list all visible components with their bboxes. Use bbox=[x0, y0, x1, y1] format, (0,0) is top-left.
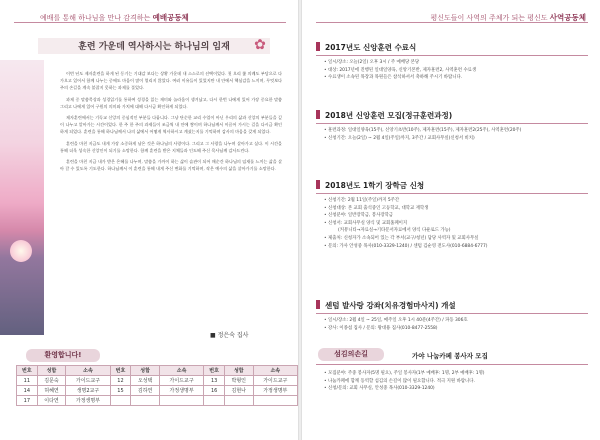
column-header: 번호 bbox=[110, 366, 131, 376]
section-rule bbox=[316, 193, 588, 194]
service-heading: 섬김의손길 bbox=[318, 348, 384, 361]
list-item: • 수료생이 소속된 목장과 목원들은 참석하셔서 축하해 주시기 바랍니다. bbox=[324, 74, 592, 82]
section-list bbox=[324, 317, 592, 332]
column-header: 번호 bbox=[17, 366, 38, 376]
article-paragraph: 제자훈련에서는 기독교 신앙의 중심적인 부분들 다룹니다. 그냥 단순한 교리 수업이 아닌 우리의 삶과 신앙의 부분들을 깊이 나누고 알아가는 시간이었다. 한 주 한 주의 과제들이 조금씩 내 안에 쌓이며 하나님께서 이끌어 가시는 길을 다시금 확인하게 되었다. 훈련을 통해 하나님께서 나의 삶에서 어떻게 역사하시고 계셨는지를 기억하며 감사의 마음을 갖게 되었다. bbox=[60, 115, 282, 135]
signature bbox=[210, 330, 248, 339]
section-list bbox=[324, 127, 592, 142]
table-row bbox=[17, 396, 298, 406]
table-cell: 이다연 bbox=[37, 396, 66, 406]
column-header: 성함 bbox=[37, 366, 66, 376]
article-title: 훈련 가운데 역사하시는 하나님의 임재 bbox=[78, 42, 230, 52]
list-item: • 신청/문의: 교회 사무실, 안성중 목사(010-3329-1240) bbox=[324, 385, 592, 393]
section-bar-icon bbox=[316, 42, 320, 51]
table-row bbox=[17, 386, 298, 396]
table-cell: 생명2교구 bbox=[66, 386, 110, 396]
table-cell: 가정생명부 bbox=[159, 386, 203, 396]
list-item: • 신청서: 교회사무실 양식 및 교회홈페이지 bbox=[324, 220, 592, 228]
table-cell: 가정생명부 bbox=[253, 386, 297, 396]
service-rule bbox=[316, 364, 588, 365]
list-item: • 신청분야: 일반장학금, 봉사장학금 bbox=[324, 212, 592, 220]
table-cell: 가이드교구 bbox=[66, 376, 110, 386]
list-item: • 나눔카페에 함께 동역할 섬김의 손길이 많이 필요합니다. 적극 지원 바랍니다. bbox=[324, 378, 592, 386]
section-rule bbox=[316, 123, 588, 124]
section-title: 센텀 발사랑 강좌(치유경험마사지) 개설 bbox=[325, 301, 456, 310]
table-cell: 허혜연 bbox=[37, 386, 66, 396]
section-heading bbox=[316, 180, 424, 191]
column-header: 번호 bbox=[204, 366, 225, 376]
section-bar-icon bbox=[316, 300, 320, 309]
table-cell: 15 bbox=[110, 386, 131, 396]
table-cell bbox=[253, 396, 297, 406]
table-cell bbox=[110, 396, 131, 406]
article-body bbox=[60, 70, 282, 176]
list-item: • 문의: 가사 안성중 목사(010-3329-1240) / 센텀 김순영 전도사(010-6884-6777) bbox=[324, 243, 592, 251]
column-header: 소속 bbox=[253, 366, 297, 376]
table-row bbox=[17, 376, 298, 386]
table-cell bbox=[131, 396, 160, 406]
section-title: 2018년도 1학기 장학금 신청 bbox=[325, 181, 425, 190]
service-title: 가야 나눔카페 봉사자 모집 bbox=[412, 352, 488, 360]
article-paragraph: 훈련을 마친 지금 내가 받은 은혜를 나누며, 말씀을 가까이 하는 삶이 습관이 되어 매순간 하나님의 임재를 느끼는 삶을 살아 갈 수 있도록 기도한다. 하나님께서 이 훈련을 통해 내게 주신 변화를 기억하며, 작은 예수의 삶을 살아가기를 소망한다. bbox=[60, 159, 282, 172]
welcome-heading: 환영합니다! bbox=[26, 349, 100, 362]
column-header: 성함 bbox=[131, 366, 160, 376]
list-subitem: (커뮤니티→자료실→기타문서자료에서 양식 다운로드 가능) bbox=[338, 228, 451, 234]
left-header-rule bbox=[14, 22, 286, 23]
section-heading bbox=[316, 42, 416, 53]
service-list bbox=[324, 370, 592, 393]
list-item: • 강사: 이종섭 집사 / 문의: 왕대용 집사(010-8477-2558) bbox=[324, 325, 592, 333]
right-header-caption: 평신도들이 사역의 주체가 되는 평신도 bbox=[430, 14, 548, 22]
list-item: • 일시/장소: 오늘(2일) 오후 3시 / 주 예배당 본당 bbox=[324, 59, 592, 67]
sun-graphic bbox=[10, 240, 32, 262]
table-cell: 김하연 bbox=[131, 386, 160, 396]
column-header: 성함 bbox=[224, 366, 253, 376]
left-header-bold: 예배공동체 bbox=[152, 13, 189, 22]
left-header-caption: 예배를 통해 하나님을 만나 감격하는 bbox=[40, 14, 151, 22]
section-rule bbox=[316, 55, 588, 56]
section-bar-icon bbox=[316, 110, 320, 119]
signature-name: 정은숙 집사 bbox=[217, 332, 249, 339]
flower-icon: ✿ bbox=[254, 37, 266, 53]
article-title-band bbox=[38, 38, 270, 54]
article-paragraph: 과제 중 말씀묵상과 성경읽기를 통하여 성경을 읽는 재미와 놀라움이 생겨났고, 다시 한번 나에게 있어 가장 중요한 말씀 그리고 나에게 있어 구원의 의미와 가치에 대해 다시금 확인하게 되었다. bbox=[60, 96, 282, 109]
table-cell: 13 bbox=[204, 376, 225, 386]
section-title: 2018년 신앙훈련 모집(정규훈련과정) bbox=[325, 111, 453, 120]
section-list bbox=[324, 59, 592, 82]
column-header: 소속 bbox=[66, 366, 110, 376]
list-item: • 신청대상: 본 교회 출석중인 고등학교, 대학교 재학생 bbox=[324, 205, 592, 213]
table-cell: 가이드교구 bbox=[159, 376, 203, 386]
sunset-image bbox=[0, 60, 44, 335]
table-cell bbox=[224, 396, 253, 406]
column-header: 소속 bbox=[159, 366, 203, 376]
list-item: • 모집분야: 주중 봉사자(5명 필요), 주일 봉사자(1부 예배후: 1명, 2부 예배후: 1명) bbox=[324, 370, 592, 378]
section-heading bbox=[316, 300, 456, 311]
list-item: • 신청기간: 오늘(2일) ~ 2월 4일(주일)까지, 3주간 / 교회사무실(신청서 비치) bbox=[324, 135, 592, 143]
table-cell: 김문숙 bbox=[37, 376, 66, 386]
section-bar-icon bbox=[316, 180, 320, 189]
section-list bbox=[324, 197, 592, 250]
table-cell: 오성택 bbox=[131, 376, 160, 386]
list-item: • 대상: 2017년에 진행된 일대일양육, 신앙기본반, 제자훈련2, 사역훈련 수료생 bbox=[324, 67, 592, 75]
right-page bbox=[302, 0, 600, 440]
list-item: • 일시/장소: 2월 4일 ~ 25일, 매주일 오후 1시 40분(4주간) / 파동 306호 bbox=[324, 317, 592, 325]
right-header-bold: 사역공동체 bbox=[549, 13, 586, 22]
article-paragraph: 훈련을 마친 지금도 내게 가장 소중하게 남은 것은 하나님의 사랑이다. 그리고 그 사랑을 나누며 살아가고 싶다. 이 시간을 통해 더욱 성숙한 신앙인이 되기를 소망한다. 함께 훈련을 받은 지체들과 인도해 주신 목사님께 감사드린다. bbox=[60, 140, 282, 153]
table-cell: 12 bbox=[110, 376, 131, 386]
table-cell: 11 bbox=[17, 376, 38, 386]
list-item: • 제출처: 신청자가 소속되어 있는 각 부서(교구/청년) 담당 사역자 및 교회사무실 bbox=[324, 235, 592, 243]
table-cell: 16 bbox=[204, 386, 225, 396]
right-header-rule bbox=[316, 22, 588, 23]
table-cell bbox=[204, 396, 225, 406]
table-cell: 14 bbox=[17, 386, 38, 396]
section-heading bbox=[316, 110, 452, 121]
table-header-row bbox=[17, 366, 298, 376]
table-cell: 가이드교구 bbox=[253, 376, 297, 386]
section-title: 2017년도 신앙훈련 수료식 bbox=[325, 43, 417, 52]
table-cell bbox=[159, 396, 203, 406]
table-cell: 가정생명부 bbox=[66, 396, 110, 406]
table-cell: 17 bbox=[17, 396, 38, 406]
left-page bbox=[0, 0, 298, 440]
list-item: • 신청기간: 2월 11일(주일)까지 5주간 bbox=[324, 197, 592, 205]
article-paragraph: 이번 년도 제자훈련을 하게 된 동기는 기대감 보다는 상황 가운데 내 스스로의 선택이었다. 첫 오리 쫓 의례도 부담으로 다가오고 있어서 함께 나누는 중에도 마음이 많이 열리지 않았다. 여러 이유들이 있었지만 내 안에서 핵심감을 느끼며, 무엇보다 주의 손길을 계속 붙잡지 못하는 과제를 풀었다. bbox=[60, 71, 282, 91]
list-item: • 훈련과정: 일대일양육(15주), 신앙기초반(10주), 제자훈련(15주), 제자훈련2(25주), 사역훈련(20주) bbox=[324, 127, 592, 135]
section-rule bbox=[316, 313, 588, 314]
newcomer-table bbox=[16, 365, 298, 406]
signature-marker-icon: ■ bbox=[210, 332, 216, 339]
table-cell: 박형인 bbox=[224, 376, 253, 386]
table-cell: 김현나 bbox=[224, 386, 253, 396]
